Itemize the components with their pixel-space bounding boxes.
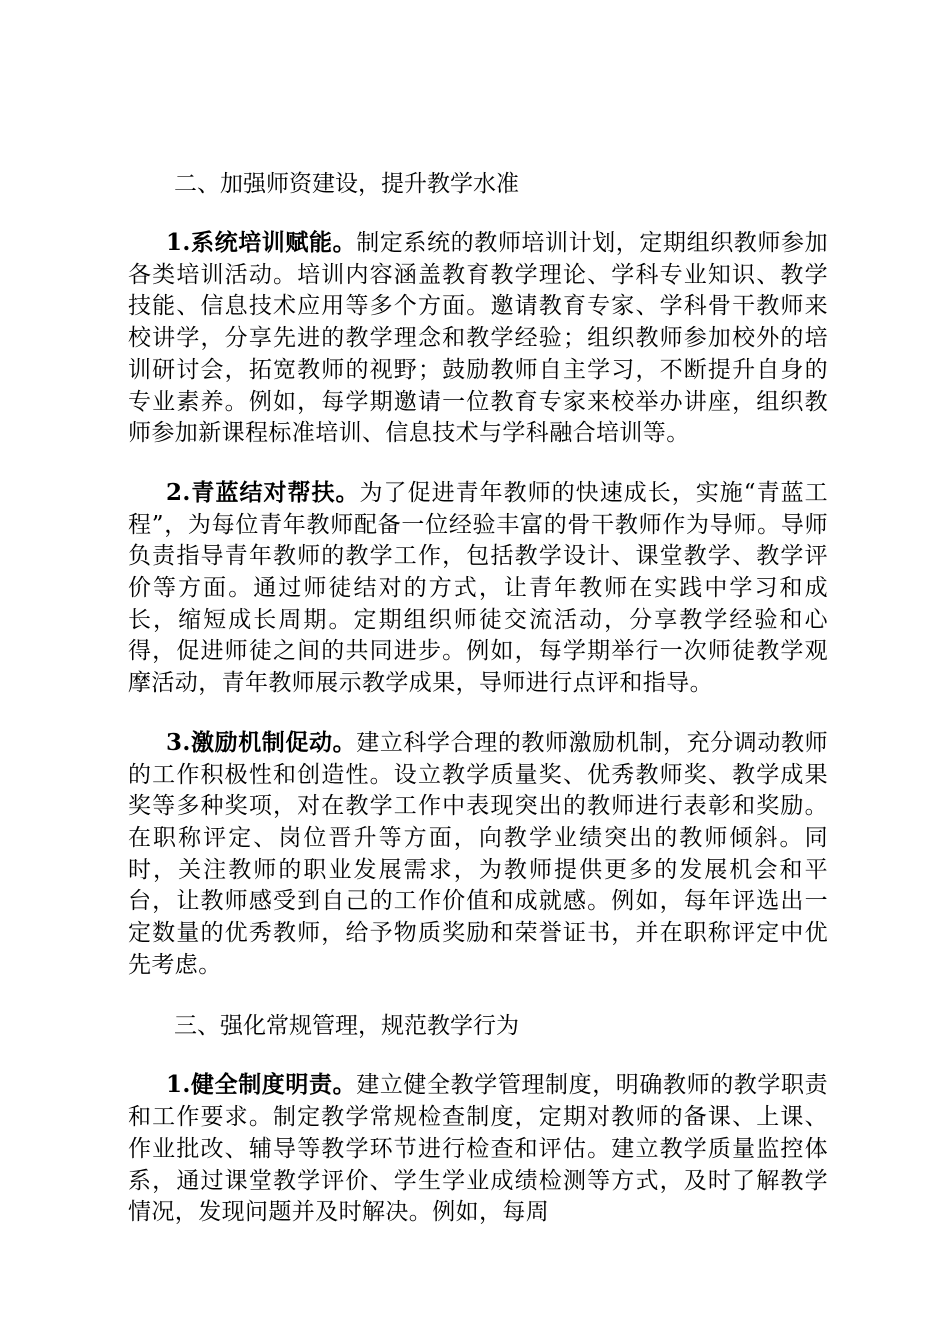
document-body (128, 166, 828, 1256)
paragraph-mentoring (128, 477, 828, 700)
paragraph-lead: 3.激励机制促动。 (166, 728, 357, 756)
paragraph-text: 制定系统的教师培训计划，定期组织教师参加各类培训活动。培训内容涵盖教育教学理论、学科专业知识、教学技能、信息技术应用等多个方面。邀请教育专家、学科骨干教师来校讲学，分享先进的教学理念和教学经验；组织教师参加校外的培训研讨会，拓宽教师的视野；鼓励教师自主学习，不断提升自身的专业素养。例如，每学期邀请一位教育专家来校举办讲座，组织教师参加新课程标准培训、信息技术与学科融合培训等。 (128, 230, 829, 447)
paragraph-training (128, 227, 828, 450)
paragraph-lead: 2.青蓝结对帮扶。 (166, 478, 360, 506)
paragraph-incentive (128, 727, 828, 982)
paragraph-lead: 1.系统培训赋能。 (166, 229, 357, 256)
paragraph-text: 建立健全教学管理制度，明确教师的教学职责和工作要求。制定教学常规检查制度，定期对教师的备课、上课、作业批改、辅导等教学环节进行检查和评估。建立教学质量监控体系，通过课堂教学评价、学生学业成绩检测等方式，及时了解教学情况，发现问题并及时解决。例如，每周 (128, 1072, 829, 1226)
paragraph-system (128, 1069, 828, 1229)
section-heading-2: 二、加强师资建设，提升教学水准 (174, 171, 519, 197)
paragraph-text: 建立科学合理的教师激励机制，充分调动教师的工作积极性和创造性。设立教学质量奖、优秀教师奖、教学成果奖等多种奖项，对在教学工作中表现突出的教师进行表彰和奖励。在职称评定、岗位晋升等方面，向教学业绩突出的教师倾斜。同时，关注教师的职业发展需求，为教师提供更多的发展机会和平台，让教师感受到自己的工作价值和成就感。例如，每年评选出一定数量的优秀教师，给予物质奖励和荣誉证书，并在职称评定中优先考虑。 (128, 729, 829, 978)
paragraph-text: 为了促进青年教师的快速成长，实施“青蓝工程”，为每位青年教师配备一位经验丰富的骨干教师作为导师。导师负责指导青年教师的教学工作，包括教学设计、课堂教学、教学评价等方面。通过师徒结对的方式，让青年教师在实践中学习和成长，缩短成长周期。定期组织师徒交流活动，分享教学经验和心得，促进师徒之间的共同进步。例如，每学期举行一次师徒教学观摩活动，青年教师展示教学成果，导师进行点评和指导。 (128, 479, 828, 697)
section-heading-3: 三、强化常规管理，规范教学行为 (174, 1013, 519, 1040)
paragraph-lead: 1.健全制度明责。 (166, 1071, 357, 1099)
